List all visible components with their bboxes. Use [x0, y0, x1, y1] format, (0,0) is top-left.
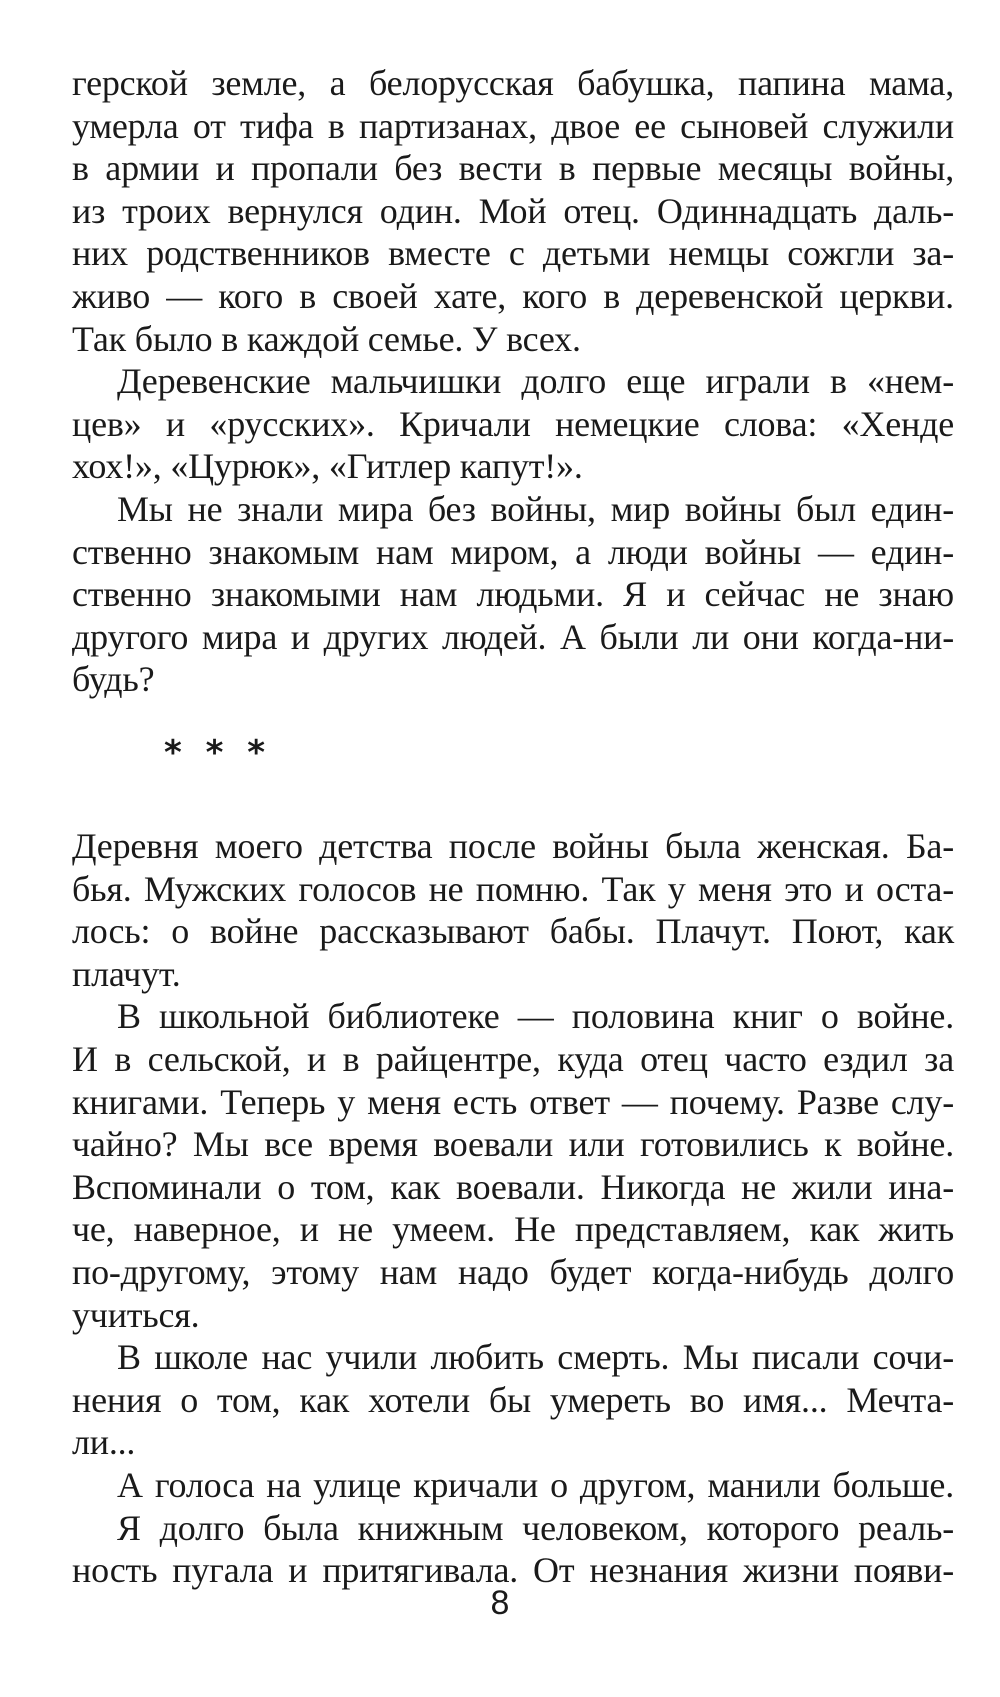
- text-line: ственно знакомыми нам людьми. Я и сейчас не знаю: [72, 574, 954, 615]
- text-line: бья. Мужских голосов не помню. Так у меня это и оста-: [72, 868, 954, 909]
- text-line: ность пугала и притягивала. От незнания жизни появи-: [72, 1550, 954, 1591]
- text-line: В школьной библиотеке — половина книг о войне.: [117, 996, 954, 1037]
- text-section-before-separator: [72, 62, 954, 701]
- text-line: плачут.: [72, 953, 181, 994]
- text-line: че, наверное, и не умеем. Не представляем, как жить: [72, 1209, 954, 1250]
- text-line: по-другому, этому нам надо будет когда-нибудь долго: [72, 1251, 954, 1292]
- text-line: лось: о войне рассказывают бабы. Плачут. Поют, как: [72, 911, 954, 952]
- text-line: будь?: [72, 659, 155, 700]
- text-line: живо — кого в своей хате, кого в деревенской церкви.: [72, 275, 954, 316]
- text-line: Вспоминали о том, как воевали. Никогда не жили ина-: [72, 1166, 954, 1207]
- text-line: из троих вернулся один. Мой отец. Одиннадцать даль-: [72, 190, 954, 231]
- text-line: Мы не знали мира без войны, мир войны был един-: [117, 488, 954, 529]
- text-line: хох!», «Цурюк», «Гитлер капут!».: [72, 446, 583, 487]
- text-line: Деревенские мальчишки долго еще играли в «нем-: [117, 361, 954, 402]
- text-line: В школе нас учили любить смерть. Мы писали сочи-: [117, 1337, 954, 1378]
- text-line: И в сельской, и в райцентре, куда отец часто ездил за: [72, 1038, 954, 1079]
- text-line: А голоса на улице кричали о другом, манили больше.: [117, 1464, 954, 1505]
- text-line: Я долго была книжным человеком, которого реаль-: [117, 1507, 954, 1548]
- section-separator: * * *: [164, 733, 272, 773]
- text-line: нения о том, как хотели бы умереть во имя... Мечта-: [72, 1379, 954, 1420]
- text-line: Так было в каждой семье. У всех.: [72, 318, 581, 359]
- text-line: умерла от тифа в партизанах, двое ее сыновей служили: [72, 105, 954, 146]
- text-line: ли...: [72, 1422, 136, 1463]
- text-line: них родственников вместе с детьми немцы сожгли за-: [72, 233, 954, 274]
- text-line: герской земле, а белорусская бабушка, папина мама,: [72, 63, 954, 103]
- text-line: книгами. Теперь у меня есть ответ — почему. Разве слу-: [72, 1081, 954, 1122]
- text-line: в армии и пропали без вести в первые месяцы войны,: [72, 148, 954, 189]
- text-line: учиться.: [72, 1294, 200, 1335]
- text-line: ственно знакомым нам миром, а люди войны — един-: [72, 531, 954, 572]
- text-line: Деревня моего детства после войны была женская. Ба-: [72, 826, 954, 866]
- text-section-after-separator: [72, 825, 954, 1592]
- text-line: цев» и «русских». Кричали немецкие слова: «Хенде: [72, 403, 954, 444]
- text-line: чайно? Мы все время воевали или готовились к войне.: [72, 1124, 954, 1165]
- text-line: другого мира и других людей. А были ли они когда-ни-: [72, 616, 954, 657]
- page-number: 8: [490, 1584, 510, 1622]
